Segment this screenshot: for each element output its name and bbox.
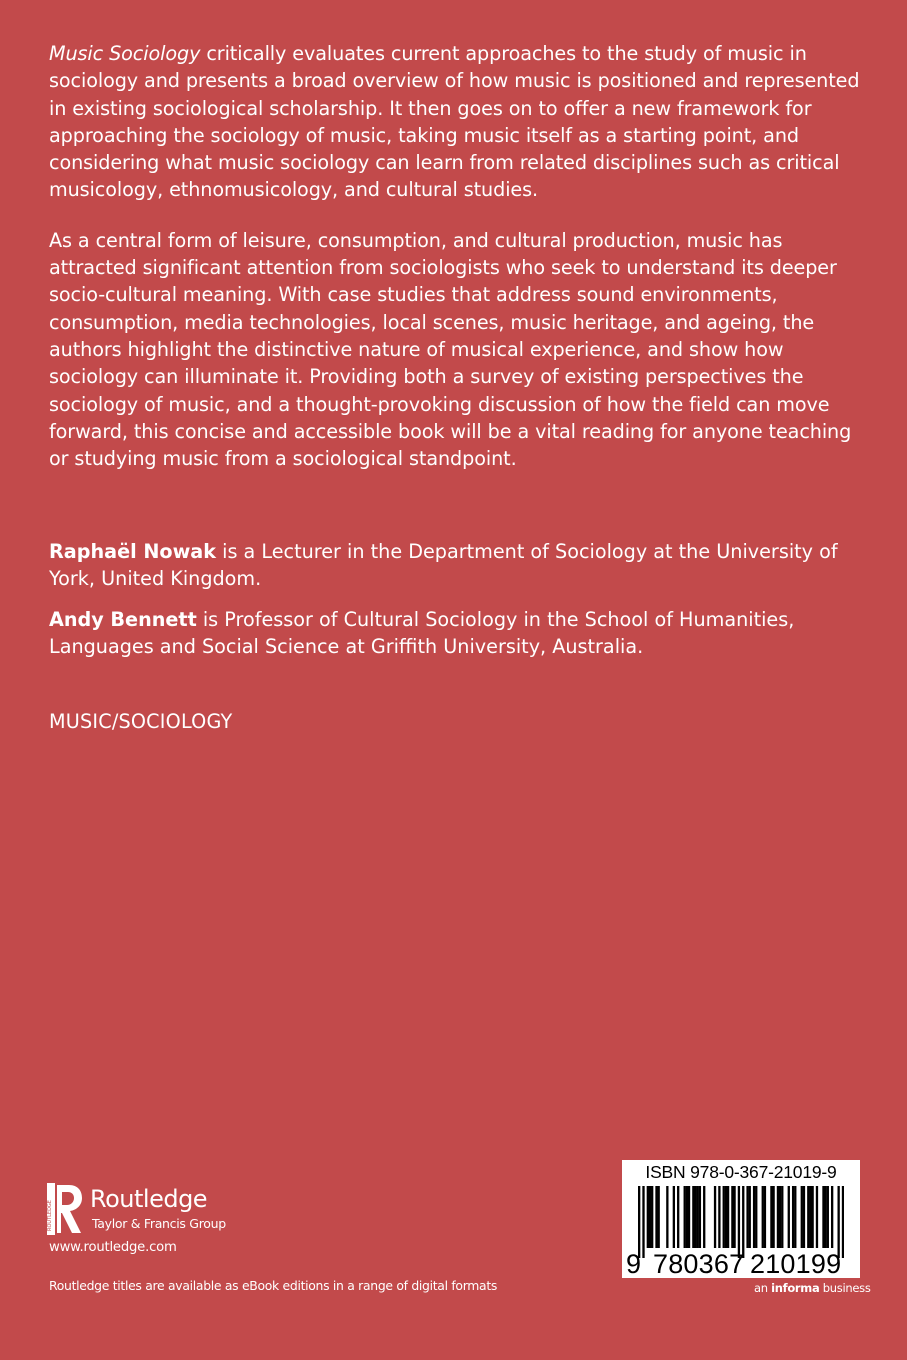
blurb: [49, 40, 869, 495]
barcode-bar: [801, 1186, 803, 1248]
author-bio: [49, 538, 879, 593]
informa-prefix: an: [754, 1281, 772, 1295]
subject-category: MUSIC/SOCIOLOGY: [49, 710, 233, 733]
barcode-bar: [777, 1186, 779, 1248]
author-bio-text: is a Lecturer in the Department of Sociology at the University of York, United Kingdom.: [49, 540, 838, 591]
barcode-bar: [772, 1186, 774, 1248]
informa-name: informa: [771, 1281, 820, 1295]
barcode-bar: [725, 1186, 727, 1248]
barcode-bar: [792, 1186, 794, 1248]
barcode-bar: [699, 1186, 701, 1248]
barcode-bar: [827, 1186, 829, 1248]
barcode-bar: [697, 1186, 699, 1248]
barcode-bar: [831, 1186, 833, 1248]
barcode-bar: [749, 1186, 751, 1248]
author-bio: [49, 606, 879, 661]
informa-note: [754, 1281, 871, 1295]
barcode-bar: [770, 1186, 772, 1248]
barcode-bar: [809, 1186, 811, 1248]
barcode-bar: [677, 1186, 679, 1248]
barcode-bar: [837, 1186, 839, 1258]
author-bio-text: is Professor of Cultural Sociology in the School of Humanities, Languages and Social Science at Griffith University, Australia.: [49, 607, 795, 658]
barcode-bar: [788, 1186, 790, 1248]
barcode-bar: [673, 1186, 675, 1248]
publisher-name: Routledge: [90, 1185, 208, 1213]
author-name: Raphaël Nowak: [49, 540, 217, 563]
barcode-bar: [723, 1186, 725, 1248]
barcode-bar: [824, 1186, 826, 1248]
barcode-bar: [764, 1186, 766, 1248]
barcode-bar: [718, 1186, 720, 1248]
isbn-barcode: [622, 1160, 860, 1278]
routledge-logo-icon: [47, 1183, 83, 1235]
barcode-bar: [688, 1186, 690, 1248]
barcode-bar: [649, 1186, 651, 1248]
isbn-label: ISBN 978-0-367-21019-9: [645, 1162, 837, 1182]
barcode-bar: [684, 1186, 686, 1248]
barcode-bar: [746, 1186, 748, 1248]
barcode-bar: [762, 1186, 764, 1248]
ebook-note: Routledge titles are available as eBook editions in a range of digital formats: [49, 1278, 498, 1293]
barcode-bar: [727, 1186, 729, 1248]
barcode-bar: [714, 1186, 716, 1248]
barcode-bar: [686, 1186, 688, 1248]
barcode-bar: [733, 1186, 735, 1248]
blurb-paragraph-2: As a central form of leisure, consumption, and cultural production, music has attracted significant attention from sociologists who seek to understand its deeper socio-cultural meaning. With case studies that address sound environments, consumption, media technologies, local scenes, music heritage, and ageing, the authors highlight the distinctive nature of musical experience, and show how sociology can illuminate it. Providing both a survey of existing perspectives the sociology of music, and a thought-provoking discussion of how the field can move forward, this concise and accessible book will be a vital reading for anyone teaching or studying music from a sociological standpoint.: [49, 228, 852, 471]
informa-suffix: business: [819, 1281, 871, 1295]
barcode-bar: [807, 1186, 809, 1248]
blurb-paragraph-1-text: critically evaluates current approaches to the study of music in sociology and presents a broad overview of how music is positioned and represented in existing sociological scholarship. It then goes on to offer a new framework for approaching the sociology of music, taking music itself as a starting point, and considering what music sociology can learn from related disciplines such as critical musicology, ethnomusicology, and cultural studies.: [49, 42, 860, 202]
barcode-bar: [816, 1186, 818, 1248]
barcode-bar: [666, 1186, 668, 1248]
barcode-bar: [642, 1186, 644, 1258]
publisher-url: www.routledge.com: [49, 1240, 177, 1255]
barcode-bar: [803, 1186, 805, 1248]
barcode-digits-left: 780367: [653, 1249, 745, 1279]
barcode-bar: [658, 1186, 660, 1248]
barcode-digits-right: 210199: [750, 1249, 842, 1279]
author-name: Andy Bennett: [49, 607, 197, 631]
barcode-bar: [738, 1186, 740, 1258]
book-title: Music Sociology: [49, 42, 201, 65]
barcode-bar: [694, 1186, 696, 1248]
barcode-bar: [692, 1186, 694, 1248]
blurb-paragraph-1: [49, 40, 869, 204]
barcode-bar: [842, 1186, 844, 1258]
barcode-bar: [781, 1186, 783, 1248]
barcode-bar: [703, 1186, 705, 1248]
barcode-bar: [779, 1186, 781, 1248]
barcode-bar: [753, 1186, 755, 1248]
publisher-group: Taylor & Francis Group: [92, 1216, 226, 1231]
barcode-bar: [651, 1186, 653, 1248]
svg-text:ROUTLEDGE: ROUTLEDGE: [47, 1200, 53, 1231]
barcode-bar: [822, 1186, 824, 1248]
barcode-bar: [755, 1186, 757, 1248]
author-bios: [49, 538, 879, 673]
barcode-bar: [638, 1186, 640, 1258]
barcode-bar: [731, 1186, 733, 1248]
barcode-bar: [811, 1186, 813, 1248]
barcode-bar: [655, 1186, 657, 1248]
barcode-bar: [647, 1186, 649, 1248]
barcode-first-digit: 9: [626, 1249, 642, 1279]
barcode-bar: [794, 1186, 796, 1248]
barcode-bar: [742, 1186, 744, 1258]
